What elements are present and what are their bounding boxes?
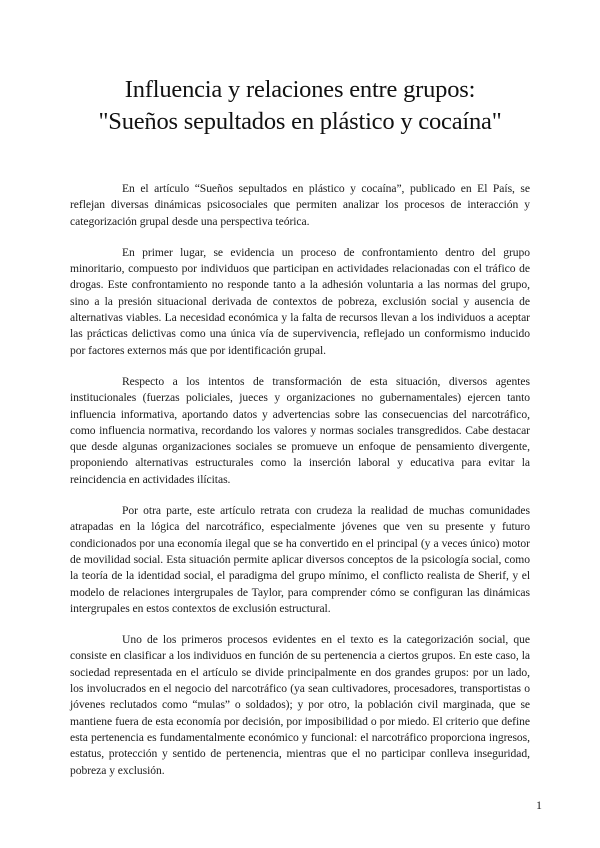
paragraph-2: En primer lugar, se evidencia un proceso de confrontamiento dentro del grupo minoritario, compuesto por individuos que participan en actividades relacionadas con el tráfico de drogas. Este confrontamiento no responde tanto a la adhesión voluntaria a las normas del grupo, sino a la presión situacional derivada de contextos de pobreza, exclusión social y ausencia de alternativas viables. La necesidad económica y la falta de recursos llevan a los individuos a aceptar las prácticas delictivas como una única vía de supervivencia, reflejado un conformismo inducido por factores externos más que por identificación grupal.: [70, 245, 530, 357]
paragraph-4: Por otra parte, este artículo retrata con crudeza la realidad de muchas comunidades atrapadas en la lógica del narcotráfico, especialmente jóvenes que ven su presente y futuro condicionados por una economía ilegal que se ha convertido en el principal (y a veces único) motor de movilidad social. Esta situación permite aplicar diversos conceptos de la psicología social, como la teoría de la identidad social, el paradigma del grupo mínimo, el conflicto realista de Sherif, y el modelo de relaciones intergrupales de Taylor, para comprender cómo se configuran las dinámicas intergrupales en estos contextos de exclusión estructural.: [70, 504, 530, 615]
document-body: [70, 181, 530, 794]
title-line-2: "Sueños sepultados en plástico y cocaína": [98, 108, 502, 135]
page-number: 1: [536, 798, 542, 812]
title-line-1: Influencia y relaciones entre grupos:: [124, 76, 476, 103]
paragraph-1: En el artículo “Sueños sepultados en plástico y cocaína”, publicado en El País, se reflejan diversas dinámicas psicosociales que permiten analizar los procesos de interacción y categorización grupal desde una perspectiva teórica.: [70, 182, 530, 228]
paragraph-5: Uno de los primeros procesos evidentes en el texto es la categorización social, que consiste en clasificar a los individuos en función de su pertenencia a ciertos grupos. En este caso, la sociedad representada en el artículo se divide principalmente en dos grandes grupos: por un lado, los involucrados en el negocio del narcotráfico (ya sean cultivadores, procesadores, transportistas o jóvenes reclutados como “mulas” o soldados); y por otro, la población civil marginada, que se mantiene fuera de esta economía por decisión, por imposibilidad o por miedo. El criterio que define esta pertenencia es fundamentalmente económico y funcional: el narcotráfico proporciona ingresos, estatus, protección y sentido de pertenencia, mientras que el no participar conlleva inseguridad, pobreza y exclusión.: [70, 633, 530, 777]
paragraph-3: Respecto a los intentos de transformación de esta situación, diversos agentes institucionales (fuerzas policiales, jueces y organizaciones no gubernamentales) ejercen tanto influencia informativa, aportando datos y advertencias sobre las consecuencias del narcotráfico, como influencia normativa, recordando los valores y normas sociales transgredidos. Cabe destacar que desde algunas organizaciones sociales se promueve un enfoque de pensamiento divergente, proponiendo alternativas estructurales como la inserción laboral y educativa para evitar la reincidencia en actividades ilícitas.: [70, 374, 530, 486]
document-title: [60, 74, 540, 138]
